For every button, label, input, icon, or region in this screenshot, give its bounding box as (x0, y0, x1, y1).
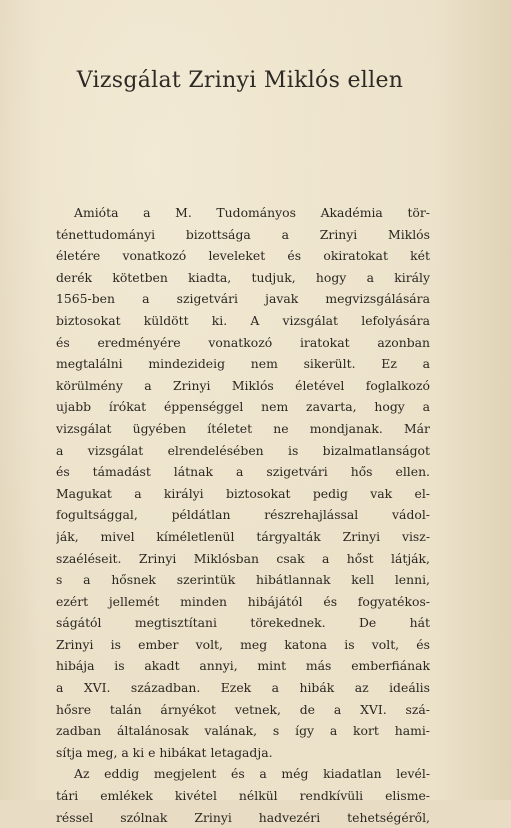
text-line: a vizsgálat elrendelésében is bizalmatlanságot (56, 442, 430, 458)
text-line: és eredményére vonatkozó iratokat azonban (56, 334, 430, 350)
text-line: Amióta a M. Tudományos Akadémia tör- (74, 205, 430, 220)
text-line: életére vonatkozó leveleket és okiratokat két (56, 248, 430, 264)
text-line: hősre talán árnyékot vetnek, de a XVI. szá- (56, 701, 430, 717)
text-line: tári emlékek kivétel nélkül rendkívüli elisme- (56, 788, 430, 804)
page-title: Vizsgálat Zrinyi Miklós ellen (76, 68, 404, 93)
text-line: Zrinyi is ember volt, meg katona is volt, és (56, 636, 430, 652)
text-line: derék kötetben kiadta, tudjuk, hogy a király (56, 269, 430, 285)
text-line: ják, mivel kíméletlenül tárgyalták Zrinyi visz- (56, 528, 430, 544)
text-line: ságától megtisztítani törekednek. De hát (56, 615, 430, 631)
text-line: ténettudományi bizottsága a Zrinyi Miklós (56, 226, 430, 242)
text-line: zadban általánosak valának, s így a kort hami- (56, 723, 430, 739)
text-line: vizsgálat ügyében ítéletet ne mondjanak. Már (56, 420, 430, 436)
body-text (56, 202, 430, 828)
text-line: Az eddig megjelent és a még kiadatlan levél- (74, 766, 430, 782)
text-line: biztosokat küldött ki. A vizsgálat lefolyására (56, 312, 430, 328)
text-line: 1565-ben a szigetvári javak megvizsgálására (56, 291, 430, 307)
text-line: ujabb írókat éppenséggel nem zavarta, hogy a (56, 399, 430, 415)
text-line: s a hősnek szerintük hibátlannak kell lenni, (56, 572, 430, 588)
text-line: hibája is akadt annyi, mint más emberfiának (56, 658, 430, 674)
text-line: megtalálni mindezideig nem sikerült. Ez a (56, 356, 430, 372)
text-line: és támadást látnak a szigetvári hős ellen. (56, 464, 430, 480)
text-line: réssel szólnak Zrinyi hadvezéri tehetségéről, (56, 809, 430, 825)
text-line: Magukat a királyi biztosokat pedig vak el- (56, 485, 430, 501)
text-line: a XVI. században. Ezek a hibák az ideális (56, 680, 430, 696)
text-line: ezért jellemét minden hibájától és fogyatékos- (56, 593, 430, 609)
text-line: fogultsággal, példátlan részrehajlással vádol- (56, 507, 430, 523)
text-line: szaéléseit. Zrinyi Miklósban csak a hőst látják, (56, 550, 430, 566)
text-line: körülmény a Zrinyi Miklós életével foglalkozó (56, 377, 430, 393)
text-line: sítja meg, a ki e hibákat letagadja. (56, 744, 273, 760)
